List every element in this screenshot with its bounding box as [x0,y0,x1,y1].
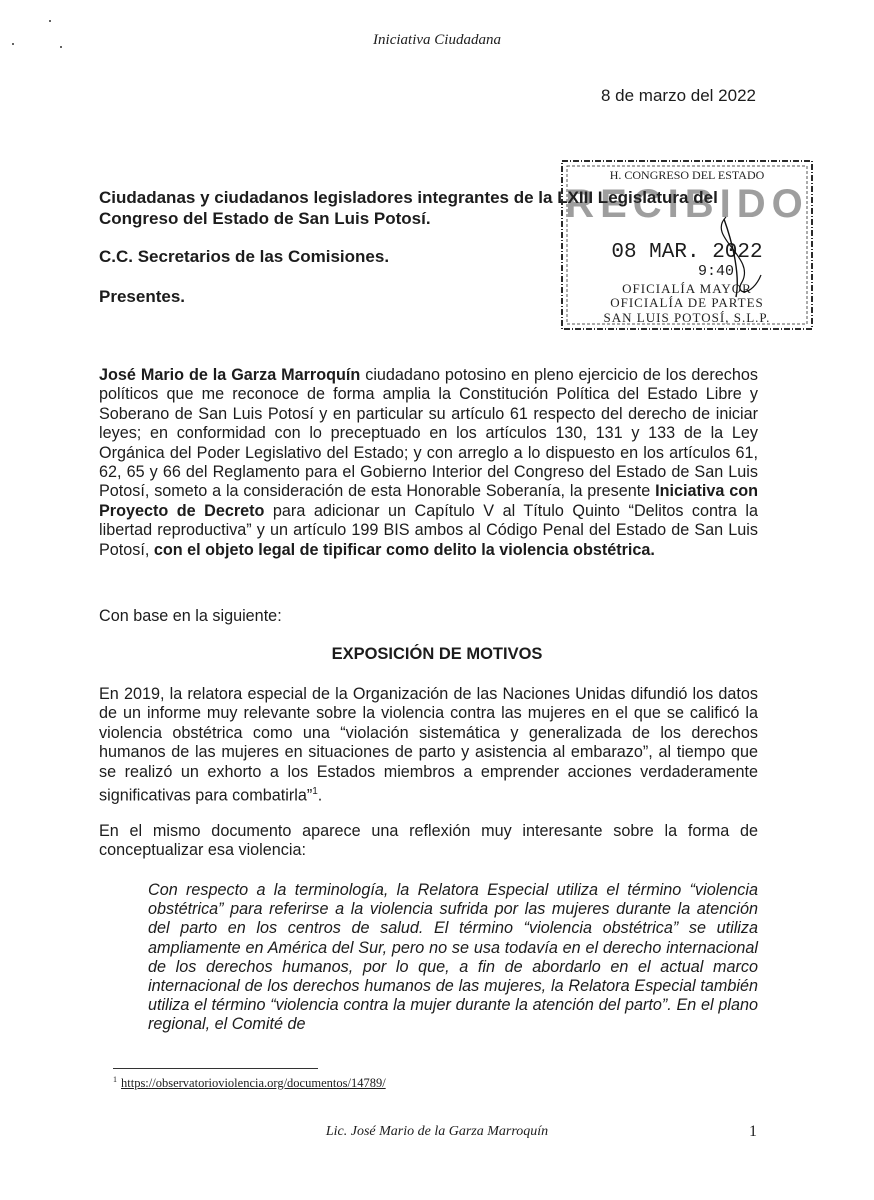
paragraph-2-text: En 2019, la relatora especial de la Organización de las Naciones Unidas difundió los datos de un informe muy relevante sobre la violencia contra las mujeres en el que se calificó la violencia obstétrica como una “violación sistemática y generalizada de los derechos humanos de las mujeres en situaciones de parto y asistencia al embarazo”, al tiempo que se realizó un exhorto a los Estados miembros a emprender acciones verdaderamente significativas para combatirla” [99,685,758,805]
base-line: Con base en la siguiente: [99,607,282,625]
stamp-line-3: OFICIALÍA MAYOR [622,281,752,296]
addressee-line-1: Ciudadanas y ciudadanos legisladores integrantes de la LXIII Legislatura del [99,188,718,207]
scan-speck [49,20,51,22]
paragraph-2 [99,685,758,806]
footnote [113,1075,386,1091]
stamp-received-word: RECIBIDO [565,182,809,226]
footnote-number: 1 [113,1075,117,1084]
stamp-line-1: H. CONGRESO DEL ESTADO [609,168,765,182]
intro-text-part-2: para adicionar un Capítulo V al Título Quinto “Delitos contra la libertad reproductiva” y un artículo 199 BIS ambos al Código Penal del Estado de San Luis Potosí, [99,501,758,559]
stamp-line-5: SAN LUIS POTOSÍ, S.L.P. [603,310,771,325]
stamp-date: 08 MAR. 2022 [611,241,763,264]
document-date: 8 de marzo del 2022 [601,86,756,105]
initiative-object: con el objeto legal de tipificar como delito la violencia obstétrica. [153,540,655,559]
addressee-line-4: Presentes. [99,287,185,306]
addressee-line-2: Congreso del Estado de San Luis Potosí. [99,209,431,228]
intro-text-part-1: ciudadano potosino en pleno ejercicio de los derechos políticos que me reconoce de forma amplia la Constitución Política del Estado Libre y Soberano de San Luis Potosí y en particular su artículo 61 respecto del derecho de iniciar leyes; en conformidad con lo preceptuado en los artículos 130, 131 y 133 de la Ley Orgánica del Poder Legislativo del Estado; y con arreglo a lo dispuesto en los artículos 61, 62, 65 y 66 del Reglamento para el Gobierno Interior del Congreso del Estado de San Luis Potosí, someto a la consideración de esta Honorable Soberanía, la presente [99,366,759,501]
reception-stamp [556,157,818,335]
footnote-ref: 1 [312,786,318,798]
stamp-line-4: OFICIALÍA DE PARTES [610,295,764,310]
intro-paragraph [99,366,758,560]
footnote-divider [113,1068,318,1069]
initiative-label: Iniciativa con Proyecto de Decreto [99,482,758,520]
addressee-line-3: C.C. Secretarios de las Comisiones. [99,247,390,266]
author-name: José Mario de la Garza Marroquín [99,366,361,384]
block-quote: Con respecto a la terminología, la Relatora Especial utiliza el término “violencia obstétrica” para referirse a la violencia sufrida por las mujeres durante la atención del parto en los centros de salud. El término “violencia obstétrica” se utiliza ampliamente en América del Sur, pero no se usa todavía en el derecho internacional de los derechos humanos, por lo que, a fin de abordarlo en el actual marco internacional de los derechos humanos de las mujeres, la Relatora Especial también utiliza el término “violencia contra la mujer durante la atención del parto”. En el plano regional, el Comité de [148,881,758,1034]
footnote-link[interactable]: https://observatorioviolencia.org/documentos/14789/ [121,1076,386,1091]
page-number: 1 [749,1123,757,1140]
document-header: Iniciativa Ciudadana [373,32,501,48]
paragraph-2-end: . [317,786,323,805]
section-title: EXPOSICIÓN DE MOTIVOS [331,645,543,663]
paragraph-3: En el mismo documento aparece una reflexión muy interesante sobre la forma de conceptualizar esa violencia: [99,822,758,860]
footer-author: Lic. José Mario de la Garza Marroquín [325,1124,549,1139]
stamp-time: 9:40 [697,263,735,280]
